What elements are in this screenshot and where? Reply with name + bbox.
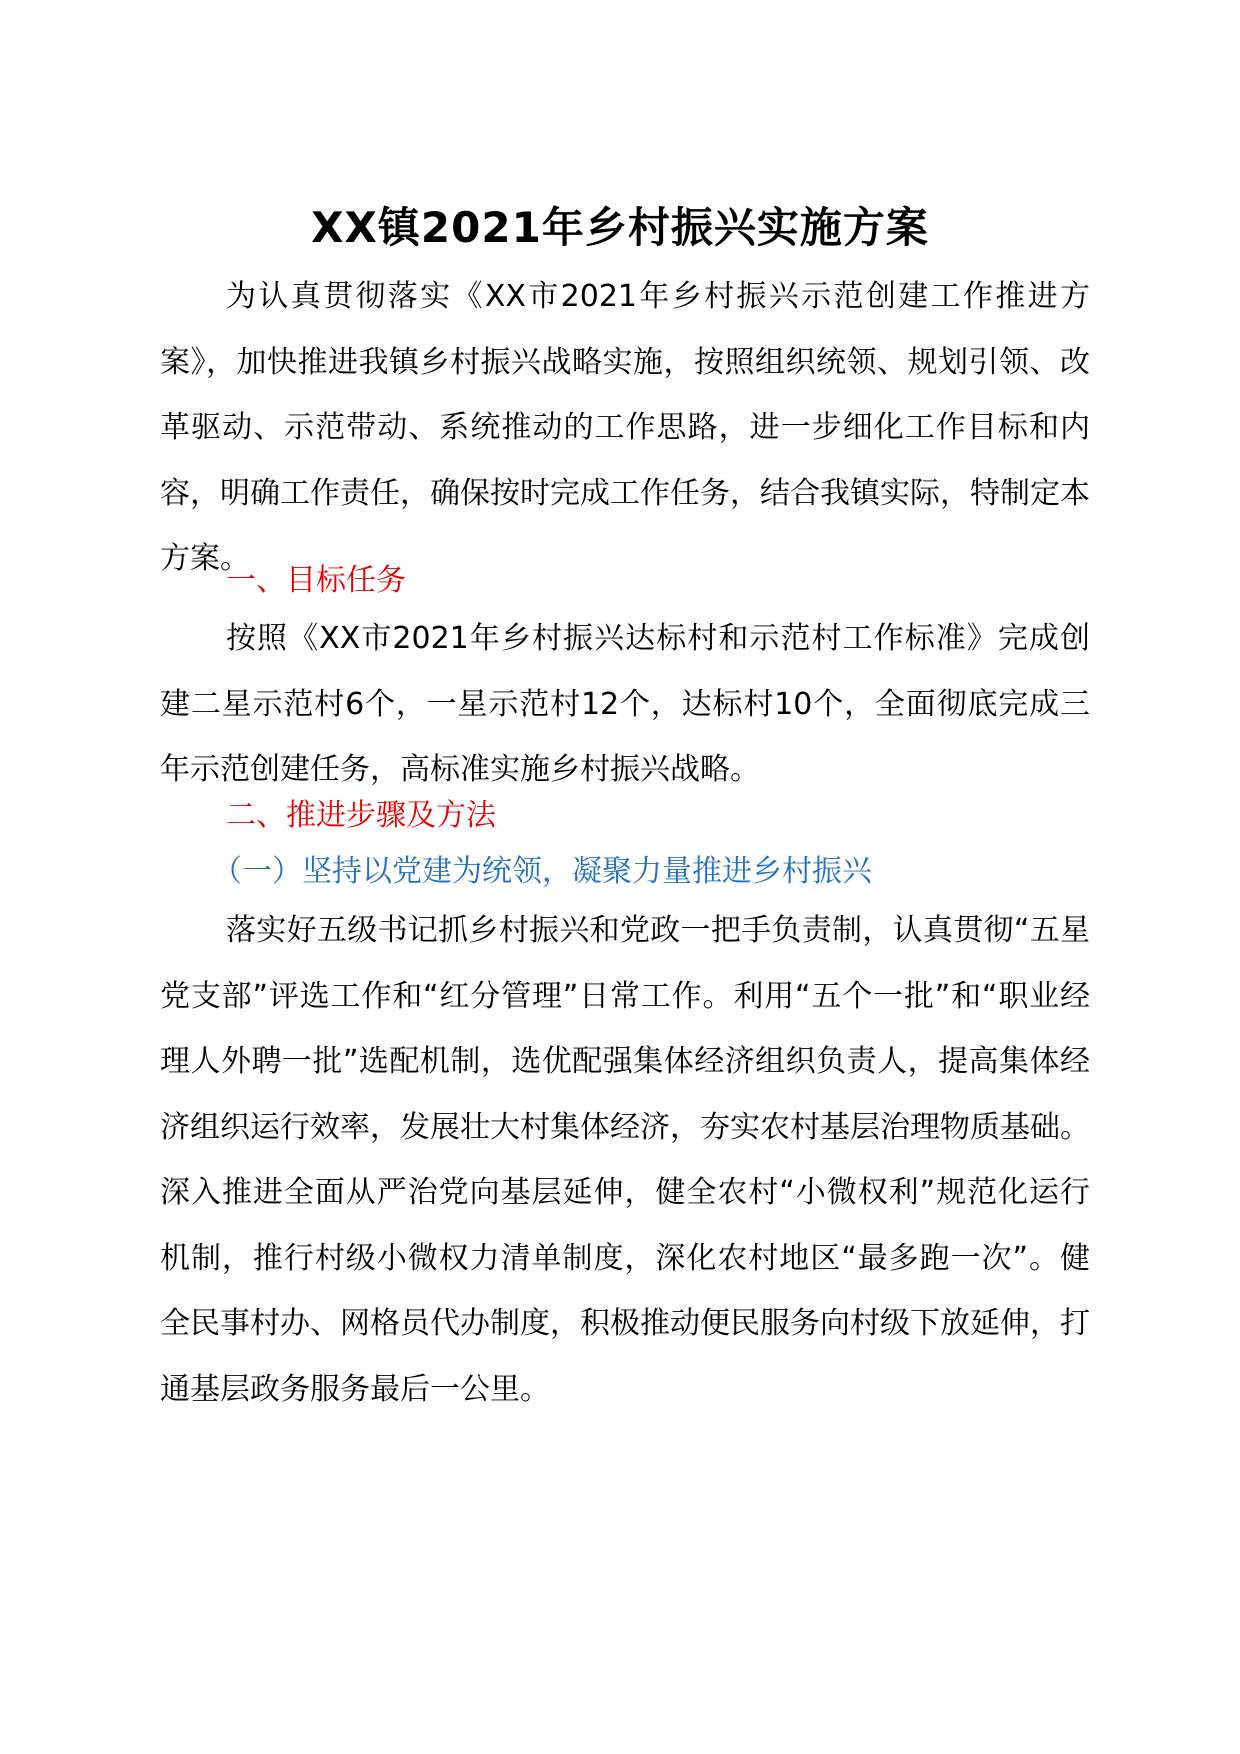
subsection-heading-party-building: （一）坚持以党建为统领，凝聚力量推进乡村振兴 <box>212 854 872 889</box>
section-heading-steps: 二、推进步骤及方法 <box>226 798 496 833</box>
section-heading-goals: 一、目标任务 <box>226 563 406 598</box>
document-title: XX镇2021年乡村振兴实施方案 <box>311 203 929 252</box>
intro-paragraph: 为认真贯彻落实《XX市2021年乡村振兴示范创建工作推进方案》，加快推进我镇乡村振兴战略实施，按照组织统领、规划引领、改革驱动、示范带动、系统推动的工作思路，进一步细化工作目标和内容，明确工作责任，确保按时完成工作任务，结合我镇实际，特制定本方案。 <box>160 279 1090 576</box>
party-building-paragraph: 落实好五级书记抓乡村振兴和党政一把手负责制，认真贯彻“五星党支部”评选工作和“红分管理”日常工作。利用“五个一批”和“职业经理人外聘一批”选配机制，选优配强集体经济组织负责人，提高集体经济组织运行效率，发展壮大村集体经济，夯实农村基层治理物质基础。深入推进全面从严治党向基层延伸，健全农村“小微权利”规范化运行机制，推行村级小微权力清单制度，深化农村地区“最多跑一次”。健全民事村办、网格员代办制度，积极推动便民服务向村级下放延伸，打通基层政务服务最后一公里。 <box>160 913 1090 1407</box>
goals-paragraph: 按照《XX市2021年乡村振兴达标村和示范村工作标准》完成创建二星示范村6个，一星示范村12个，达标村10个，全面彻底完成三年示范创建任务，高标准实施乡村振兴战略。 <box>160 621 1090 787</box>
